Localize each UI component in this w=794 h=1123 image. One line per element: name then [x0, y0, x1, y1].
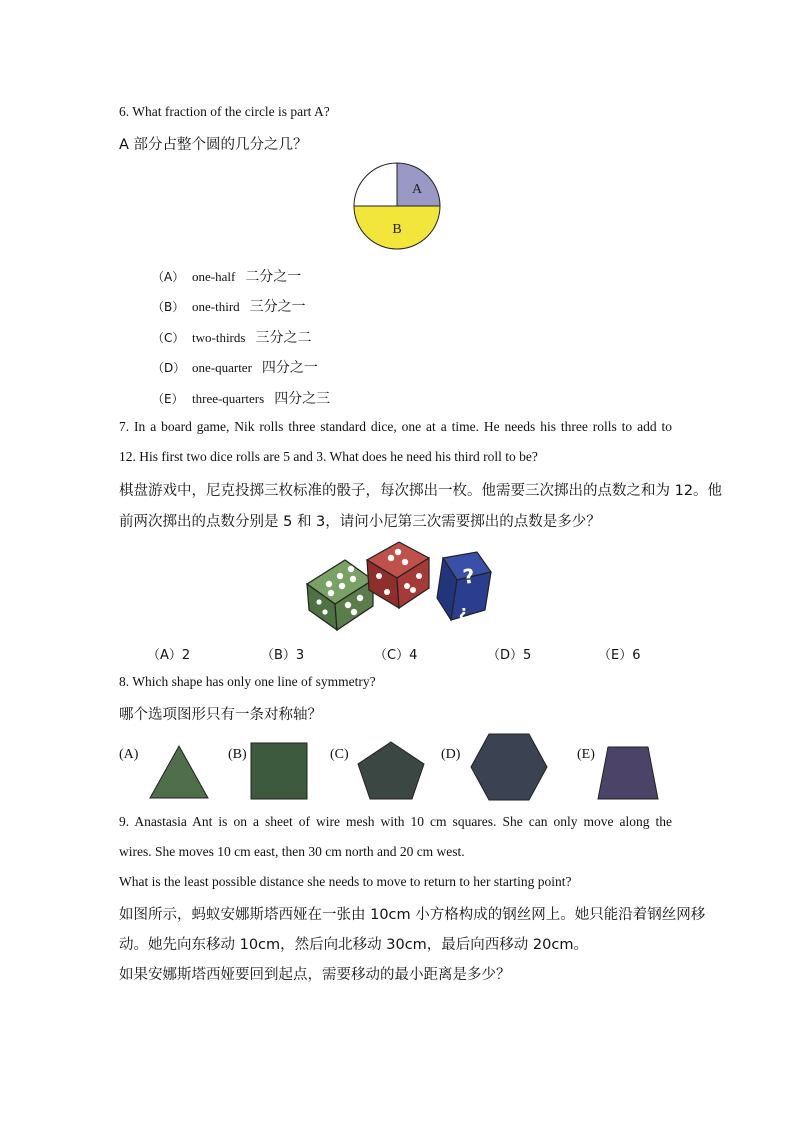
option-label: （E）	[152, 392, 184, 406]
q8-option-label-d: (D)	[441, 747, 461, 762]
blue-die	[437, 552, 491, 623]
option-zh: 四分之三	[274, 391, 331, 407]
q7-question-zh-line2: 前两次掷出的点数分别是 5 和 3，请问小尼第三次需要掷出的点数是多少？	[119, 514, 601, 530]
option-label: （A）	[152, 270, 185, 284]
q8-option-label-c: (C)	[330, 747, 349, 762]
q7-question-en-line1: 7. In a board game, Nik rolls three standard dice, one at a time. He needs his three rolls to add to	[119, 419, 672, 434]
q6-question-en: 6. What fraction of the circle is part A?	[119, 104, 330, 119]
triangle-shape[interactable]	[148, 745, 210, 799]
green-die	[307, 560, 373, 630]
option-label: （B）	[152, 300, 185, 314]
q6-option-a[interactable]	[152, 266, 301, 286]
q6-option-e[interactable]	[152, 388, 330, 408]
option-label: （C）	[152, 331, 185, 345]
option-zh: 二分之一	[245, 269, 302, 285]
q7-option-c[interactable]: （C）4	[374, 648, 418, 663]
circle-label-b: B	[392, 222, 402, 237]
q6-question-zh: A 部分占整个圆的几分之几？	[119, 137, 308, 153]
option-en: two-thirds	[192, 330, 246, 345]
q8-option-label-e: (E)	[577, 747, 595, 762]
q7-question-zh-line1: 棋盘游戏中，尼克投掷三枚标准的骰子，每次掷出一枚。他需要三次掷出的点数之和为 12。他	[119, 483, 723, 499]
circle-diagram	[353, 162, 443, 252]
square-shape[interactable]	[250, 742, 308, 800]
option-label: （D）	[152, 361, 186, 375]
q8-option-label-a: (A)	[119, 747, 139, 762]
q9-question-zh-line3: 如果安娜斯塔西娅要回到起点，需要移动的最小距离是多少？	[119, 967, 511, 983]
question-mark-icon: ?	[458, 604, 468, 623]
trapezoid-shape[interactable]	[596, 746, 660, 800]
option-en: one-half	[192, 269, 236, 284]
circle-part-blank	[354, 163, 397, 206]
q6-option-c[interactable]	[152, 327, 311, 347]
question-mark-icon: ?	[461, 563, 477, 589]
circle-label-a: A	[411, 182, 423, 197]
option-zh: 四分之一	[261, 360, 318, 376]
hexagon-shape[interactable]	[469, 733, 549, 801]
option-en: one-quarter	[192, 360, 252, 375]
q7-question-en-line2: 12. His first two dice rolls are 5 and 3. What does he need his third roll to be?	[119, 449, 538, 464]
q9-question-en-line3: What is the least possible distance she needs to move to return to her starting point?	[119, 874, 572, 889]
q7-option-a[interactable]: （A）2	[147, 648, 191, 663]
dice-illustration	[305, 538, 495, 633]
q8-question-en: 8. Which shape has only one line of symmetry?	[119, 674, 376, 689]
q8-question-zh: 哪个选项图形只有一条对称轴？	[119, 707, 322, 723]
q6-option-d[interactable]	[152, 357, 318, 377]
q7-option-e[interactable]: （E）6	[598, 648, 641, 663]
q7-option-b[interactable]: （B）3	[261, 648, 305, 663]
option-zh: 三分之二	[255, 330, 312, 346]
q7-option-d[interactable]: （D）5	[487, 648, 532, 663]
q9-question-en-line1: 9. Anastasia Ant is on a sheet of wire mesh with 10 cm squares. She can only move along the	[119, 814, 672, 829]
red-die	[367, 542, 429, 608]
option-zh: 三分之一	[249, 299, 306, 315]
q6-option-b[interactable]	[152, 296, 306, 316]
q8-option-label-b: (B)	[228, 747, 247, 762]
option-en: three-quarters	[192, 391, 265, 406]
pentagon-shape[interactable]	[356, 741, 426, 801]
option-en: one-third	[192, 299, 240, 314]
q9-question-en-line2: wires. She moves 10 cm east, then 30 cm north and 20 cm west.	[119, 844, 465, 859]
q9-question-zh-line1: 如图所示，蚂蚁安娜斯塔西娅在一张由 10cm 小方格构成的钢丝网上。她只能沿着钢丝网移	[119, 907, 706, 923]
q9-question-zh-line2: 动。她先向东移动 10cm，然后向北移动 30cm，最后向西移动 20cm。	[119, 937, 588, 953]
